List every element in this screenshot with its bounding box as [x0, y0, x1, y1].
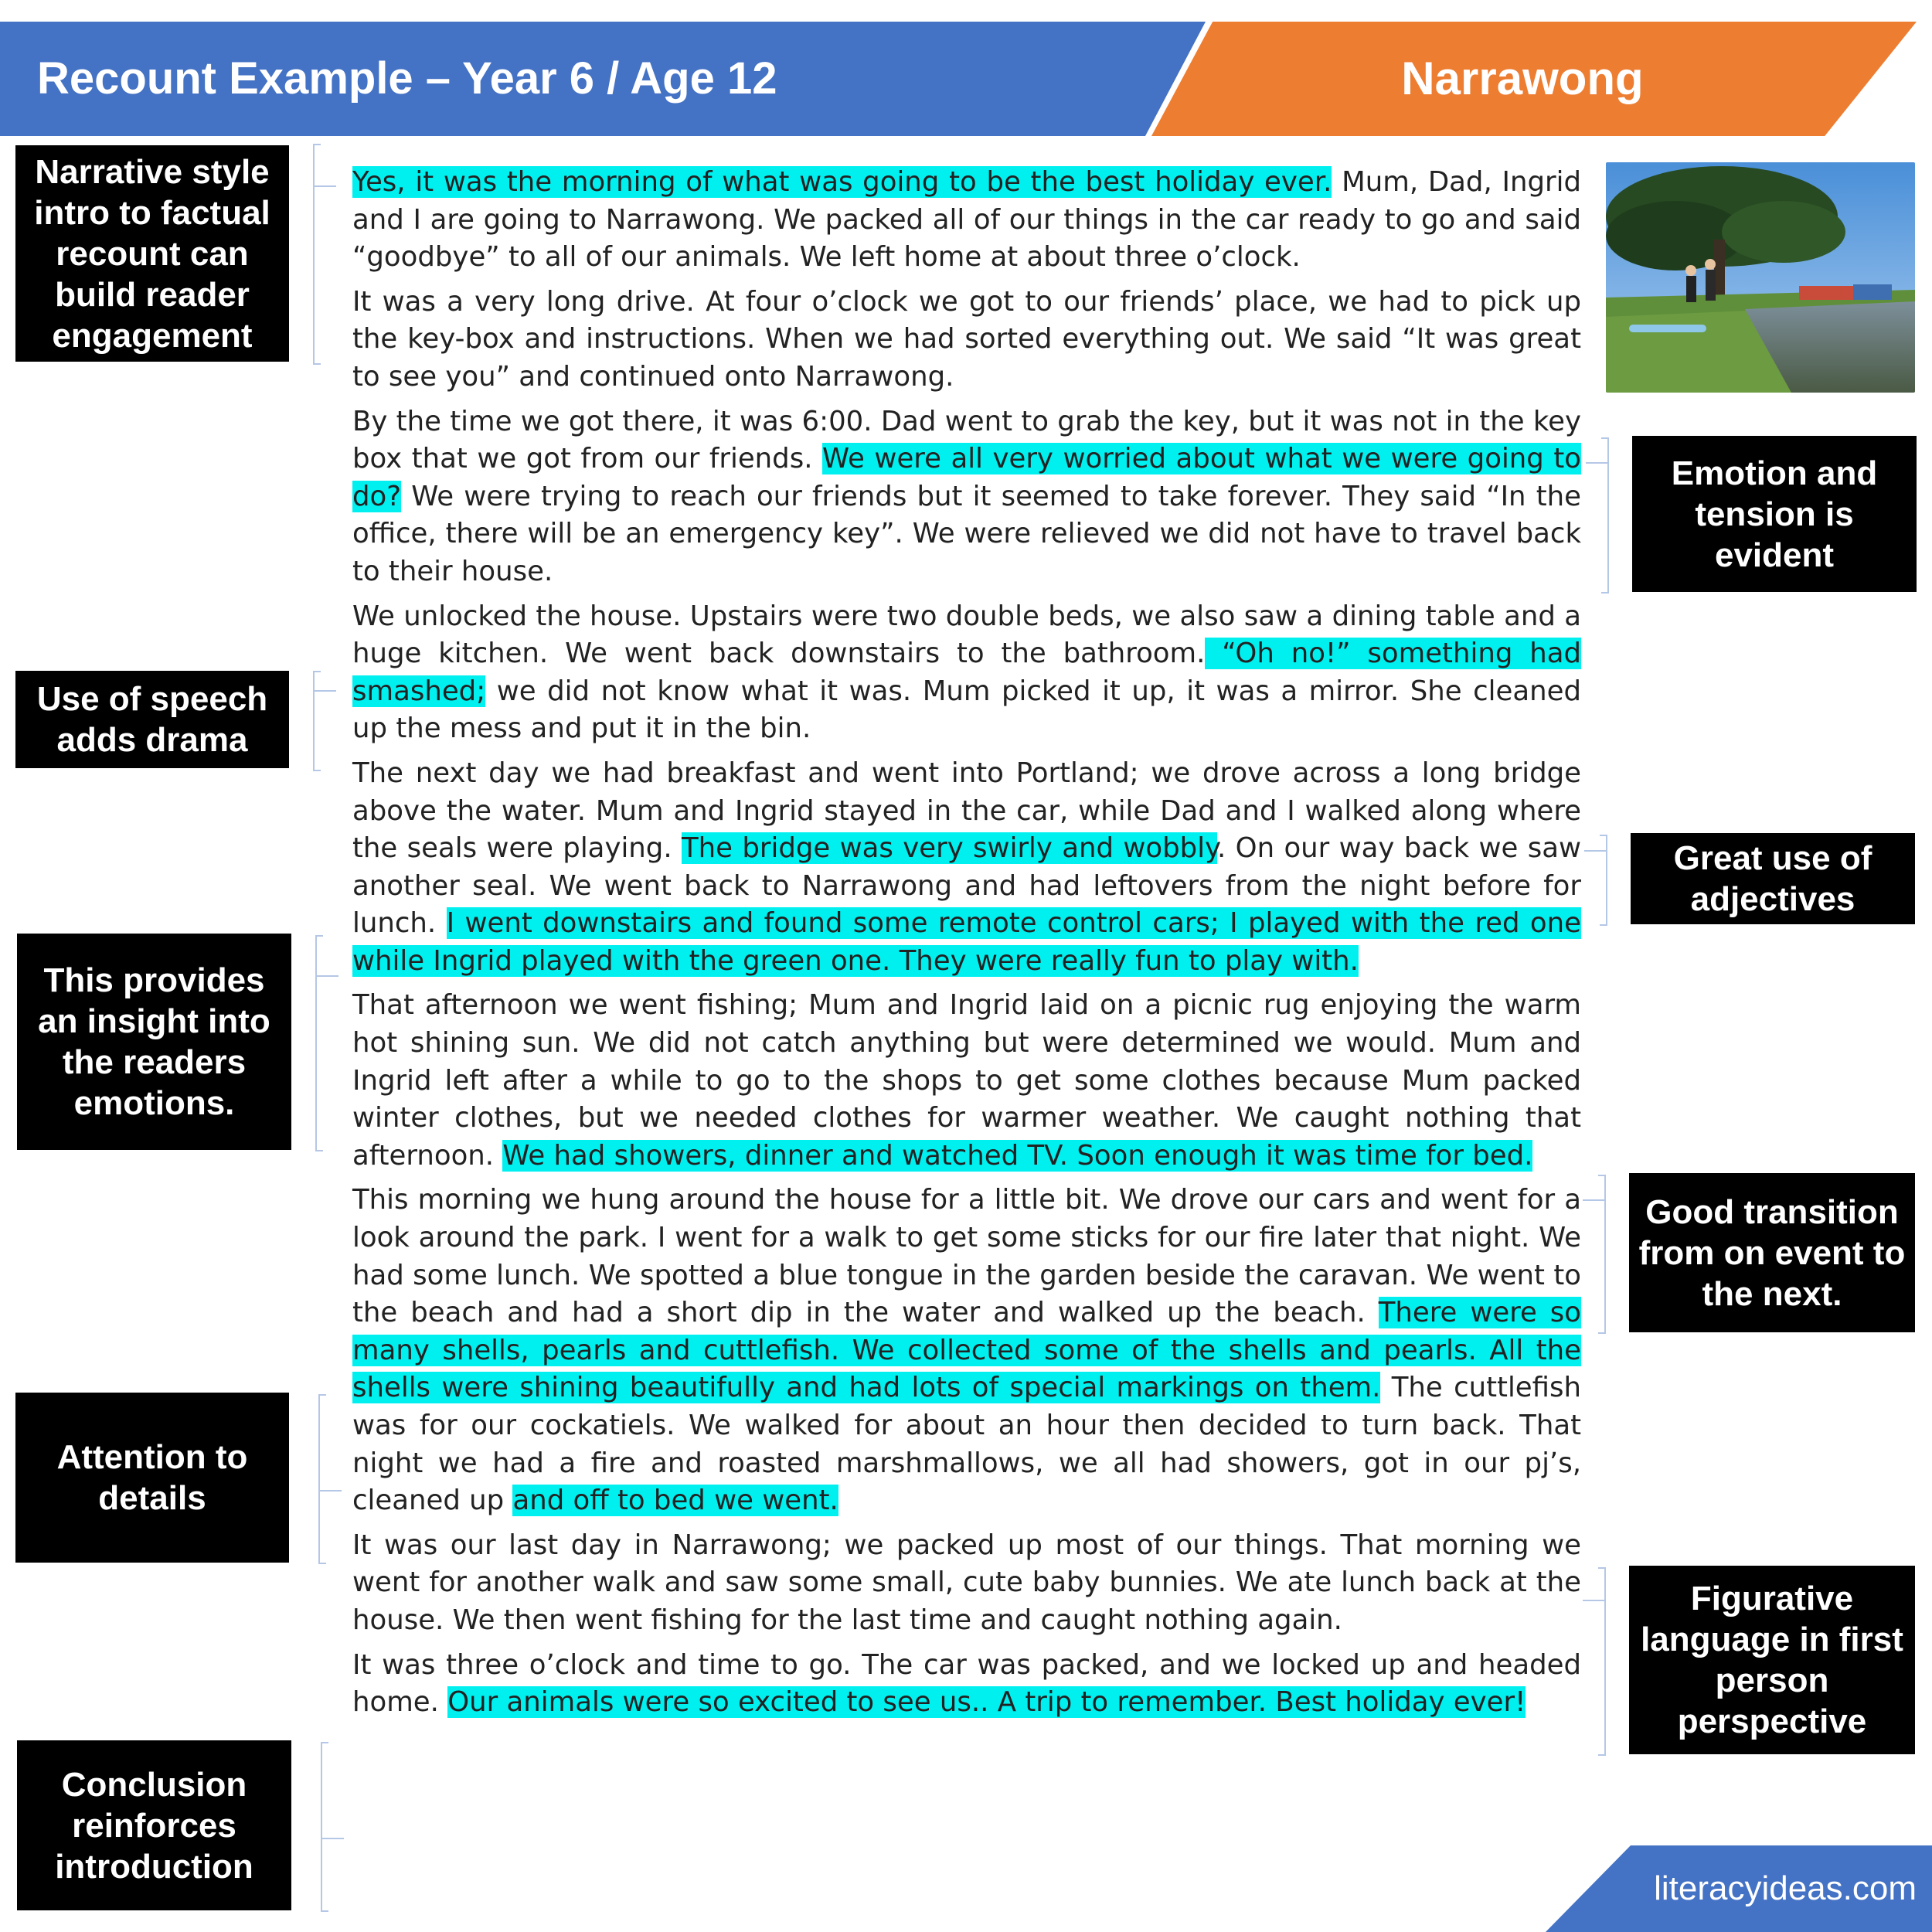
recount-story	[352, 164, 1581, 1729]
story-text: It was three o’clock and time to go. The car was packed, and we locked up and headed home.	[352, 1648, 1581, 1719]
note-conclusion: Conclusion reinforces introduction	[17, 1740, 291, 1910]
story-text: Mum, Dad, Ingrid and I are going to Narrawong. We packed all of our things in the car ready to go and said “goodbye” to all of our animals. We left home at about three o’clock.	[352, 166, 1581, 274]
bracket-emotion	[1601, 437, 1609, 594]
story-text: By the time we got there, it was 6:00. Dad went to grab the key, but it was not in the key box that we got from our friends.	[352, 405, 1581, 475]
story-paragraph	[352, 1647, 1581, 1722]
story-text: This morning we hung around the house for a little bit. We drove our cars and went for a look around the park. I went for a walk to get some sticks for our fire later that night. We had some lunch. We spotted a blue tongue in the garden beside the caravan. We went to the beach and had a short dip in the water and walked up the beach.	[352, 1184, 1581, 1329]
story-text: The next day we had breakfast and went into Portland; we drove across a long bridge above the water. Mum and Ingrid stayed in the car, while Dad and I walked along where the seals were playing.	[352, 757, 1581, 865]
highlight-text: and off to bed we went.	[512, 1485, 838, 1517]
bracket-details	[318, 1394, 326, 1564]
bracket-tick	[318, 1490, 342, 1492]
bracket-narrative	[313, 144, 321, 365]
highlight-text: We were all very worried about what we were going to do?	[352, 443, 1581, 512]
note-details: Attention to details	[15, 1393, 289, 1563]
bracket-tick	[313, 185, 336, 187]
story-text: The cuttlefish was for our cockatiels. We walked for about an hour then decided to turn back. That night we had a fire and roasted marshmallows, we all had showers, got in our pj’s, cleaned up	[352, 1372, 1582, 1517]
story-paragraph	[352, 987, 1581, 1175]
story-paragraph	[352, 598, 1581, 748]
highlight-text: We had showers, dinner and watched TV. Soon enough it was time for bed.	[502, 1139, 1533, 1172]
note-transition: Good transition from on event to the next.	[1629, 1173, 1915, 1332]
bracket-tick	[1583, 1199, 1604, 1201]
story-paragraph	[352, 403, 1581, 591]
note-figurative: Figurative language in first person perspective	[1629, 1566, 1915, 1754]
highlight-text: Yes, it was the morning of what was going to be the best holiday ever.	[352, 166, 1332, 198]
place-title: Narrawong	[1401, 53, 1644, 104]
highlight-text: The bridge was very swirly and wobbly	[681, 832, 1218, 865]
story-text: we did not know what it was. Mum picked it up, it was a mirror. She cleaned up the mess and put it in the bin.	[352, 675, 1581, 745]
bracket-tick	[321, 1838, 344, 1839]
highlight-text: I went downstairs and found some remote control cars; I played with the red one while Ingrid played with the green one. They were really fun to play with.	[352, 907, 1581, 977]
bracket-tick	[1586, 462, 1607, 464]
bracket-adjectives	[1600, 835, 1607, 926]
photo-illustration	[1606, 162, 1915, 393]
bracket-transition	[1598, 1175, 1606, 1334]
story-paragraph: It was a very long drive. At four o’clock we got to our friends’ place, we had to pick up the key-box and instructions. When we had sorted everything out. We said “It was great to see you” and continued onto Narrawong.	[352, 285, 1581, 393]
bracket-conclusion	[321, 1742, 328, 1912]
holiday-photo	[1606, 162, 1915, 393]
story-paragraph: It was our last day in Narrawong; we packed up most of our things. That morning we went for another walk and saw some small, cute baby bunnies. We ate lunch back at the house. We then went fishing for the last time and caught nothing again.	[352, 1529, 1581, 1636]
story-text: We unlocked the house. Upstairs were two double beds, we also saw a dining table and a huge kitchen. We went back downstairs to the bathroom.	[352, 600, 1581, 670]
bracket-speech	[313, 671, 321, 771]
bracket-insight	[315, 935, 323, 1151]
story-paragraph	[352, 755, 1581, 981]
story-text: . On our way back we saw another seal. We went back to Narrawong and had leftovers from the night before for lunch.	[352, 832, 1581, 940]
bracket-figurative	[1598, 1567, 1606, 1756]
highlight-text: “Oh no!” something had smashed;	[352, 638, 1581, 707]
note-adjectives: Great use of adjectives	[1631, 833, 1915, 924]
page-title: Recount Example – Year 6 / Age 12	[37, 53, 777, 104]
bracket-tick	[1583, 1600, 1604, 1601]
footer-site[interactable]: literacyideas.com	[1654, 1869, 1917, 1907]
highlight-text: There were so many shells, pearls and cuttlefish. We collected some of the shells and pearls. All the shells were shining beautifully and had lots of special markings on them.	[352, 1297, 1582, 1404]
bracket-tick	[315, 975, 338, 977]
story-paragraph	[352, 164, 1581, 277]
bracket-tick	[1584, 850, 1606, 852]
highlight-text: Our animals were so excited to see us.. A trip to remember. Best holiday ever!	[447, 1686, 1526, 1719]
note-emotion: Emotion and tension is evident	[1632, 436, 1917, 592]
bracket-tick	[313, 690, 336, 692]
note-insight: This provides an insight into the readers emotions.	[17, 934, 291, 1150]
note-narrative-intro: Narrative style intro to factual recount can build reader engagement	[15, 145, 289, 362]
story-text: That afternoon we went fishing; Mum and Ingrid laid on a picnic rug enjoying the warm hot shining sun. We did not catch anything but were determined we would. Mum and Ingrid left after a while to go to the shops to get some clothes because Mum packed winter clothes, but we needed clothes for warmer weather. We caught nothing that afternoon.	[352, 989, 1581, 1172]
note-speech: Use of speech adds drama	[15, 671, 289, 768]
story-text: We were trying to reach our friends but it seemed to take forever. They said “In the office, there will be an emergency key”. We were relieved we did not have to travel back to their house.	[352, 480, 1581, 587]
story-paragraph	[352, 1182, 1581, 1519]
